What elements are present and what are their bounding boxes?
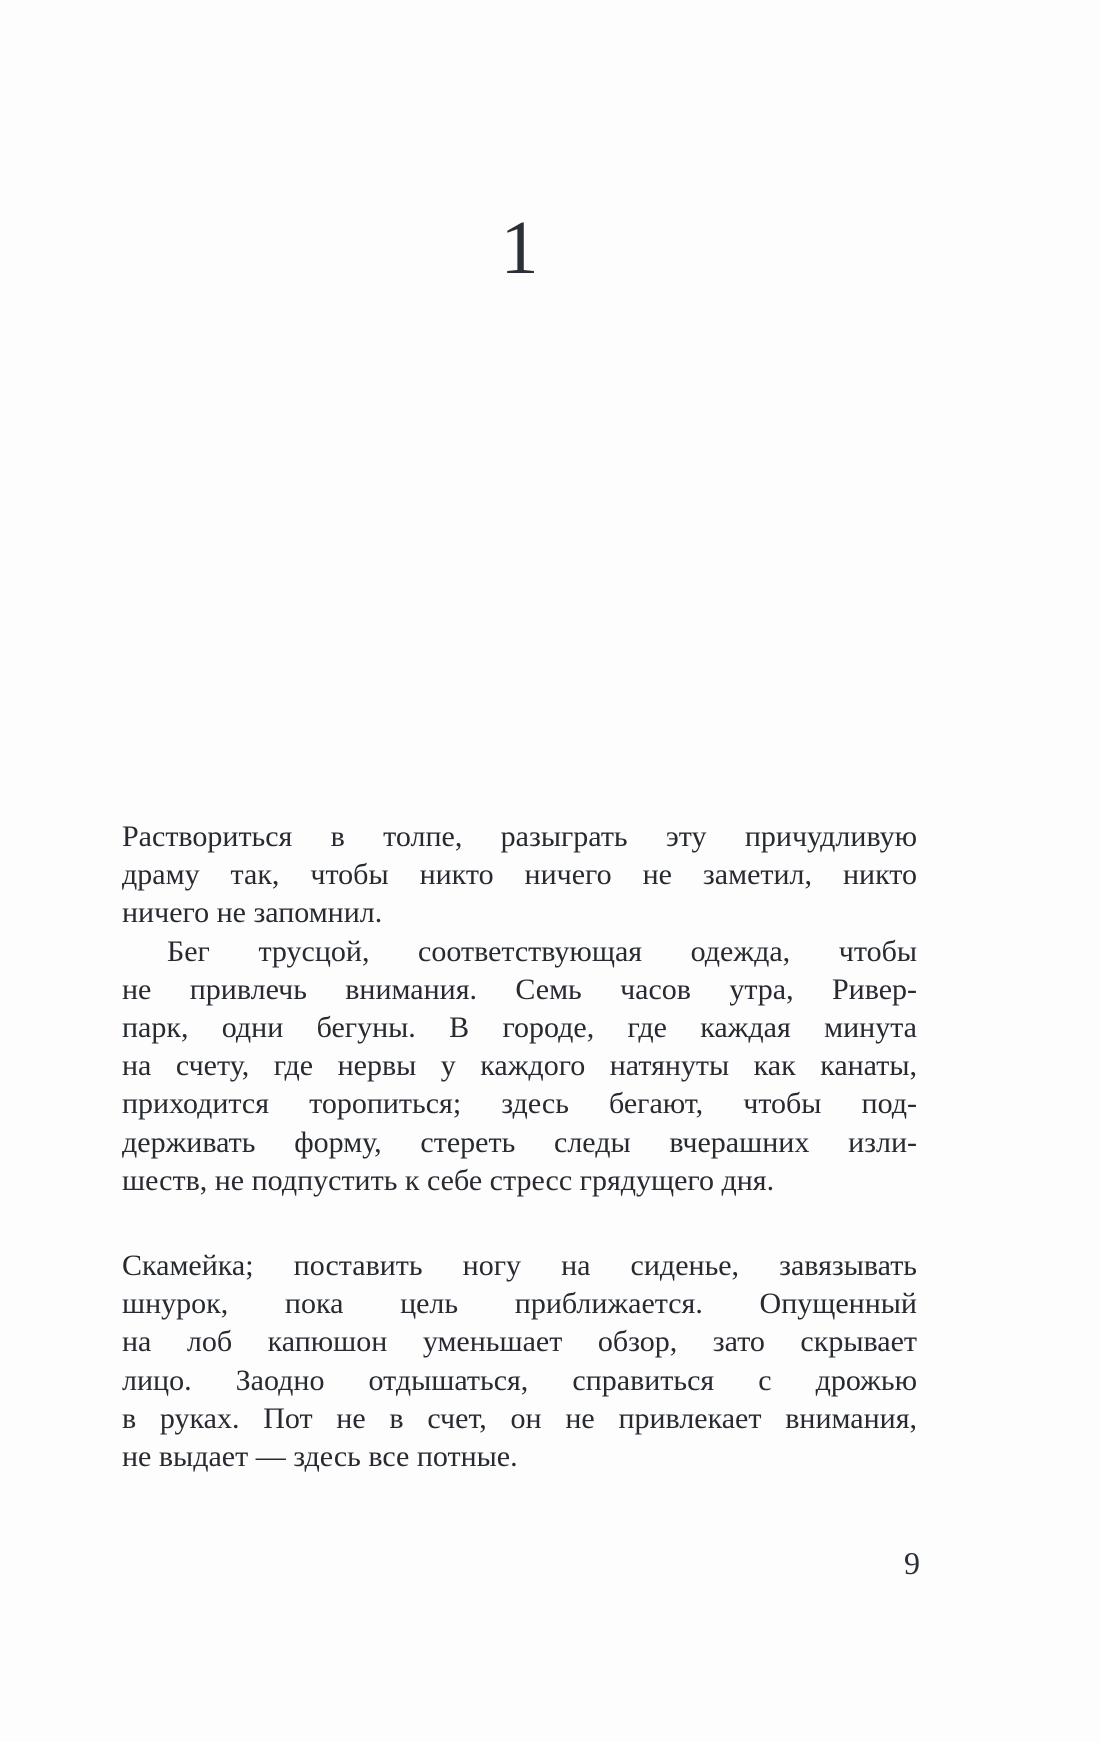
text-line: Бег трусцой, соответствующая одежда, чтобы: [167, 934, 917, 968]
text-line: приходится торопиться; здесь бегают, чтобы под-: [122, 1087, 917, 1121]
paragraph: [122, 818, 917, 933]
text-line: парк, одни бегуны. В городе, где каждая минута: [122, 1011, 917, 1045]
text-line: Скамейка; поставить ногу на сиденье, завязывать: [122, 1249, 917, 1283]
text-line: на счету, где нервы у каждого натянуты как канаты,: [122, 1049, 917, 1083]
paragraph: [122, 933, 917, 1200]
text-line: Раствориться в толпе, разыграть эту причудливую: [122, 820, 917, 853]
text-line: не выдает — здесь все потные.: [122, 1440, 518, 1474]
text-line: шеств, не подпустить к себе стресс грядущего дня.: [122, 1163, 775, 1197]
text-line: лицо. Заодно отдышаться, справиться с дрожью: [122, 1363, 917, 1397]
text-line: ничего не запомнил.: [122, 896, 383, 930]
paragraph: [122, 1247, 917, 1476]
text-line: держивать форму, стереть следы вчерашних изли-: [122, 1125, 917, 1159]
text-line: на лоб капюшон уменьшает обзор, зато скрывает: [122, 1325, 917, 1359]
text-line: в руках. Пот не в счет, он не привлекает внимания,: [122, 1401, 917, 1435]
text-line: драму так, чтобы никто ничего не заметил, никто: [122, 858, 917, 892]
text-block: [122, 818, 917, 1476]
page-number: 9: [904, 1545, 920, 1581]
chapter-number: 1: [500, 206, 539, 290]
text-line: не привлечь внимания. Семь часов утра, Ривер-: [122, 972, 917, 1006]
text-line: шнурок, пока цель приближается. Опущенный: [122, 1287, 917, 1321]
